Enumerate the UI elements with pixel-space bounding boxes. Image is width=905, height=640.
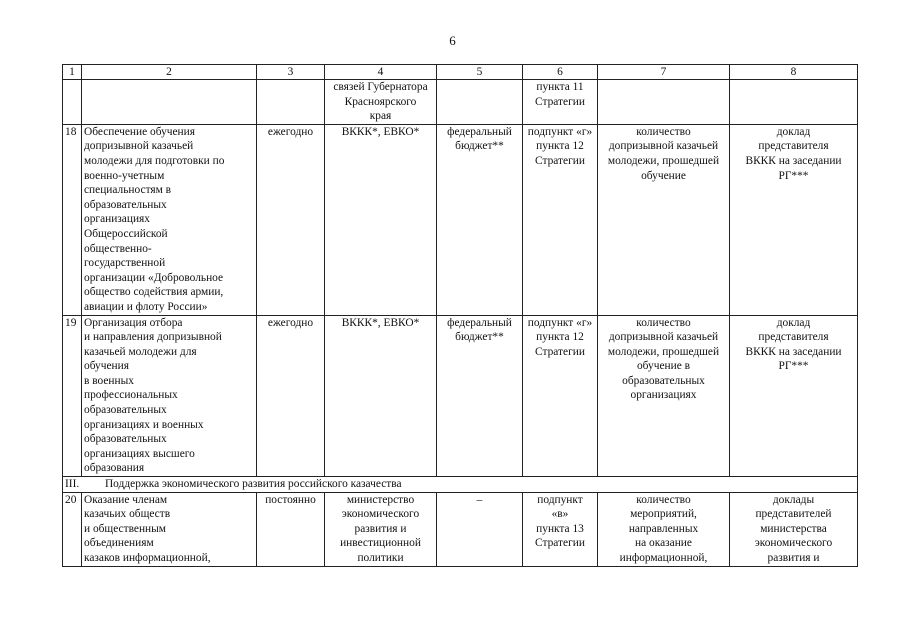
empty-cell [437, 80, 523, 125]
basis-line: пункта 12 [536, 140, 584, 153]
activity-line: общество содействия армии, [84, 286, 224, 299]
report-line: представителя [758, 331, 829, 344]
indicator-line: организациях [630, 389, 697, 402]
term-cell: постоянно [257, 492, 325, 566]
activity-line: организациях высшего [84, 447, 195, 460]
activity-line: образовательных [84, 433, 167, 446]
header-cell: 5 [437, 65, 523, 80]
source-cell [437, 315, 523, 477]
indicator-line: количество [636, 493, 691, 506]
header-cell: 4 [325, 65, 437, 80]
activity-line: организациях и военных [84, 418, 204, 431]
source-line: бюджет** [455, 331, 504, 344]
table-row-19 [63, 315, 858, 477]
empty-cell [63, 80, 82, 125]
basis-line: «в» [551, 508, 569, 521]
executor-cell [325, 80, 437, 125]
indicator-cell [598, 124, 730, 315]
basis-line: подпункт «г» [527, 316, 593, 329]
executor-line: развития и [354, 522, 407, 535]
basis-line: подпункт «г» [527, 125, 593, 138]
indicator-line: направленных [628, 522, 699, 535]
report-line: доклады [772, 493, 815, 506]
report-line: развития и [767, 552, 820, 564]
executor-line: инвестиционной [340, 537, 421, 550]
section-heading [63, 477, 858, 493]
basis-line: пункта 13 [536, 522, 584, 535]
activity-line: обучения [84, 360, 129, 373]
activity-line: казачьей молодежи для [84, 345, 197, 358]
report-line: доклад [776, 125, 811, 138]
source-line: бюджет** [455, 140, 504, 153]
executor-cell [325, 492, 437, 566]
activity-line: казачьих обществ [84, 508, 171, 521]
indicator-line: количество [636, 125, 691, 138]
indicator-line: информационной, [619, 552, 708, 564]
activity-cell [82, 315, 257, 477]
indicator-line: обучение [641, 169, 686, 182]
executor-line: министерство [346, 493, 415, 506]
activity-line: объединениям [84, 537, 154, 550]
indicator-line: допризывной казачьей [608, 140, 719, 153]
activity-line: и общественным [84, 522, 166, 535]
activity-line: общественно- [84, 242, 152, 255]
report-line: экономического [754, 537, 833, 550]
basis-line: пункта 12 [536, 331, 584, 344]
executor-line: края [369, 110, 392, 123]
indicator-line: допризывной казачьей [608, 331, 719, 344]
indicator-line: молодежи, прошедшей [607, 154, 720, 167]
activity-line: профессиональных [84, 389, 178, 402]
activity-line: военно-учетным [84, 169, 165, 182]
activity-line: Общероссийской [84, 227, 168, 240]
report-line: РГ*** [778, 360, 809, 373]
report-line: министерства [760, 522, 827, 535]
header-cell: 1 [63, 65, 82, 80]
page-number: 6 [449, 33, 456, 48]
row-number: 20 [63, 492, 82, 566]
empty-cell [82, 80, 257, 125]
activity-line: образовательных [84, 198, 167, 211]
activity-line: казаков информационной, [84, 552, 211, 564]
header-cell: 8 [730, 65, 858, 80]
activity-line: в военных [84, 374, 134, 387]
source-line: федеральный [447, 125, 512, 138]
activity-line: организации «Добровольное [84, 271, 224, 284]
basis-line: пункта 11 [536, 81, 584, 93]
indicator-line: на оказание [635, 537, 692, 550]
report-line: доклад [776, 316, 811, 329]
basis-line: Стратегии [535, 154, 585, 167]
executor-line: связей Губернатора [333, 81, 428, 93]
activity-line: молодежи для подготовки по [84, 154, 225, 167]
activity-line: организациях [84, 213, 150, 226]
activity-cell [82, 124, 257, 315]
executor-cell: ВККК*, ЕВКО* [325, 315, 437, 477]
executor-line: экономического [341, 508, 420, 521]
source-cell: – [437, 492, 523, 566]
row-number: 19 [63, 315, 82, 477]
indicator-line: количество [636, 316, 691, 329]
activity-line: специальностям в [84, 184, 172, 197]
activity-line: допризывной казачьей [84, 140, 194, 153]
activity-line: образования [84, 462, 145, 475]
basis-cell [523, 124, 598, 315]
activity-line: авиации и флоту России» [84, 300, 208, 313]
activity-line: Оказание членам [84, 493, 168, 506]
basis-cell [523, 492, 598, 566]
term-cell: ежегодно [257, 315, 325, 477]
indicator-line: мероприятий, [630, 508, 697, 521]
measures-table [62, 64, 858, 567]
continuation-row [63, 80, 858, 125]
activity-line: Организация отбора [84, 316, 183, 329]
report-line: ВККК на заседании [745, 154, 842, 167]
basis-line: Стратегии [535, 345, 585, 358]
term-cell: ежегодно [257, 124, 325, 315]
basis-line: Стратегии [535, 537, 585, 550]
empty-cell [598, 80, 730, 125]
header-row [63, 65, 858, 80]
report-line: РГ*** [778, 169, 809, 182]
activity-line: государственной [84, 257, 166, 270]
basis-line: Стратегии [535, 95, 585, 108]
report-line: представителя [758, 140, 829, 153]
activity-line: и направления допризывной [84, 331, 222, 344]
header-cell: 7 [598, 65, 730, 80]
source-line: федеральный [447, 316, 512, 329]
report-cell [730, 124, 858, 315]
indicator-cell [598, 492, 730, 566]
indicator-line: образовательных [622, 374, 705, 387]
empty-cell [257, 80, 325, 125]
section-row [63, 477, 858, 493]
empty-cell [730, 80, 858, 125]
executor-cell: ВККК*, ЕВКО* [325, 124, 437, 315]
indicator-line: молодежи, прошедшей [607, 345, 720, 358]
report-line: представителей [755, 508, 832, 521]
report-cell [730, 315, 858, 477]
report-cell [730, 492, 858, 566]
basis-line: подпункт [537, 493, 583, 506]
executor-line: политики [357, 552, 404, 564]
header-cell: 6 [523, 65, 598, 80]
report-line: ВККК на заседании [745, 345, 842, 358]
executor-line: Красноярского [344, 95, 417, 108]
table-row-20 [63, 492, 858, 566]
header-cell: 2 [82, 65, 257, 80]
row-number: 18 [63, 124, 82, 315]
indicator-line: обучение в [636, 360, 690, 373]
table-row-18 [63, 124, 858, 315]
activity-line: Обеспечение обучения [84, 125, 195, 138]
basis-cell [523, 80, 598, 125]
indicator-cell [598, 315, 730, 477]
section-number: III. [65, 478, 80, 491]
activity-line: образовательных [84, 404, 167, 417]
header-cell: 3 [257, 65, 325, 80]
source-cell [437, 124, 523, 315]
section-title: Поддержка экономического развития российского казачества [104, 478, 402, 491]
activity-cell [82, 492, 257, 566]
basis-cell [523, 315, 598, 477]
